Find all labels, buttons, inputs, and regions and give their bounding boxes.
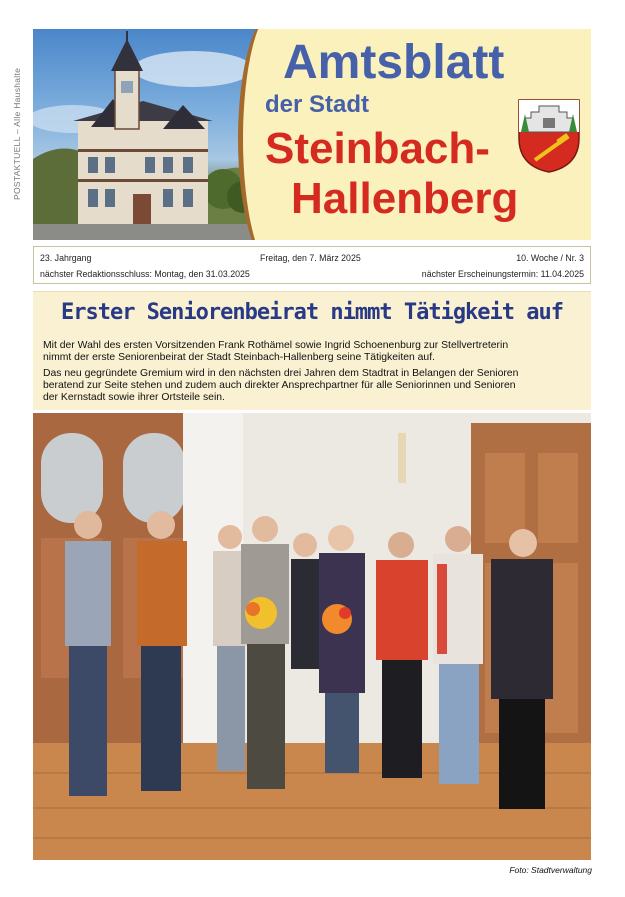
lead-article (33, 291, 591, 410)
distribution-note: POSTAKTUELL – Alle Haushalte (12, 67, 22, 200)
article-line: beratend zur Seite stehen und zudem auch direkter Ansprechpartner für alle Seniorinnen und Senioren (43, 380, 516, 391)
masthead-subtitle: der Stadt (265, 91, 370, 118)
masthead-town-line2: Hallenberg (291, 174, 519, 223)
volume-label: 23. Jahrgang (40, 253, 92, 263)
town-crest-icon (517, 98, 581, 173)
article-line: der Kernstadt sowie ihrer Ortsteile sein. (43, 392, 225, 403)
article-line: nimmt der erste Seniorenbeirat der Stadt Steinbach-Hallenberg seine Tätigkeiten auf. (43, 352, 435, 363)
masthead-town-line1: Steinbach- (265, 124, 490, 173)
town-hall-photo (33, 29, 268, 240)
article-paragraph-1 (43, 340, 583, 364)
article-line: Mit der Wahl des ersten Vorsitzenden Frank Rothämel sowie Ingrid Schoenenburg zur Stellvertreterin (43, 340, 509, 351)
issue-date: Freitag, den 7. März 2025 (260, 253, 361, 263)
photo-credit: Foto: Stadtverwaltung (509, 865, 592, 875)
article-paragraph-2 (43, 368, 583, 404)
editorial-deadline: nächster Redaktionsschluss: Montag, den 31.03.2025 (40, 269, 250, 279)
issue-info-bar (33, 246, 591, 284)
masthead (33, 29, 591, 240)
article-line: Das neu gegründete Gremium wird in den nächsten drei Jahren dem Stadtrat in Belangen der Senioren (43, 368, 519, 379)
masthead-title: Amtsblatt (283, 36, 505, 89)
next-issue-date: nächster Erscheinungstermin: 11.04.2025 (421, 269, 584, 279)
group-photo (33, 413, 591, 860)
issue-number: 10. Woche / Nr. 3 (516, 253, 584, 263)
article-headline: Erster Seniorenbeirat nimmt Tätigkeit auf (60, 300, 564, 325)
